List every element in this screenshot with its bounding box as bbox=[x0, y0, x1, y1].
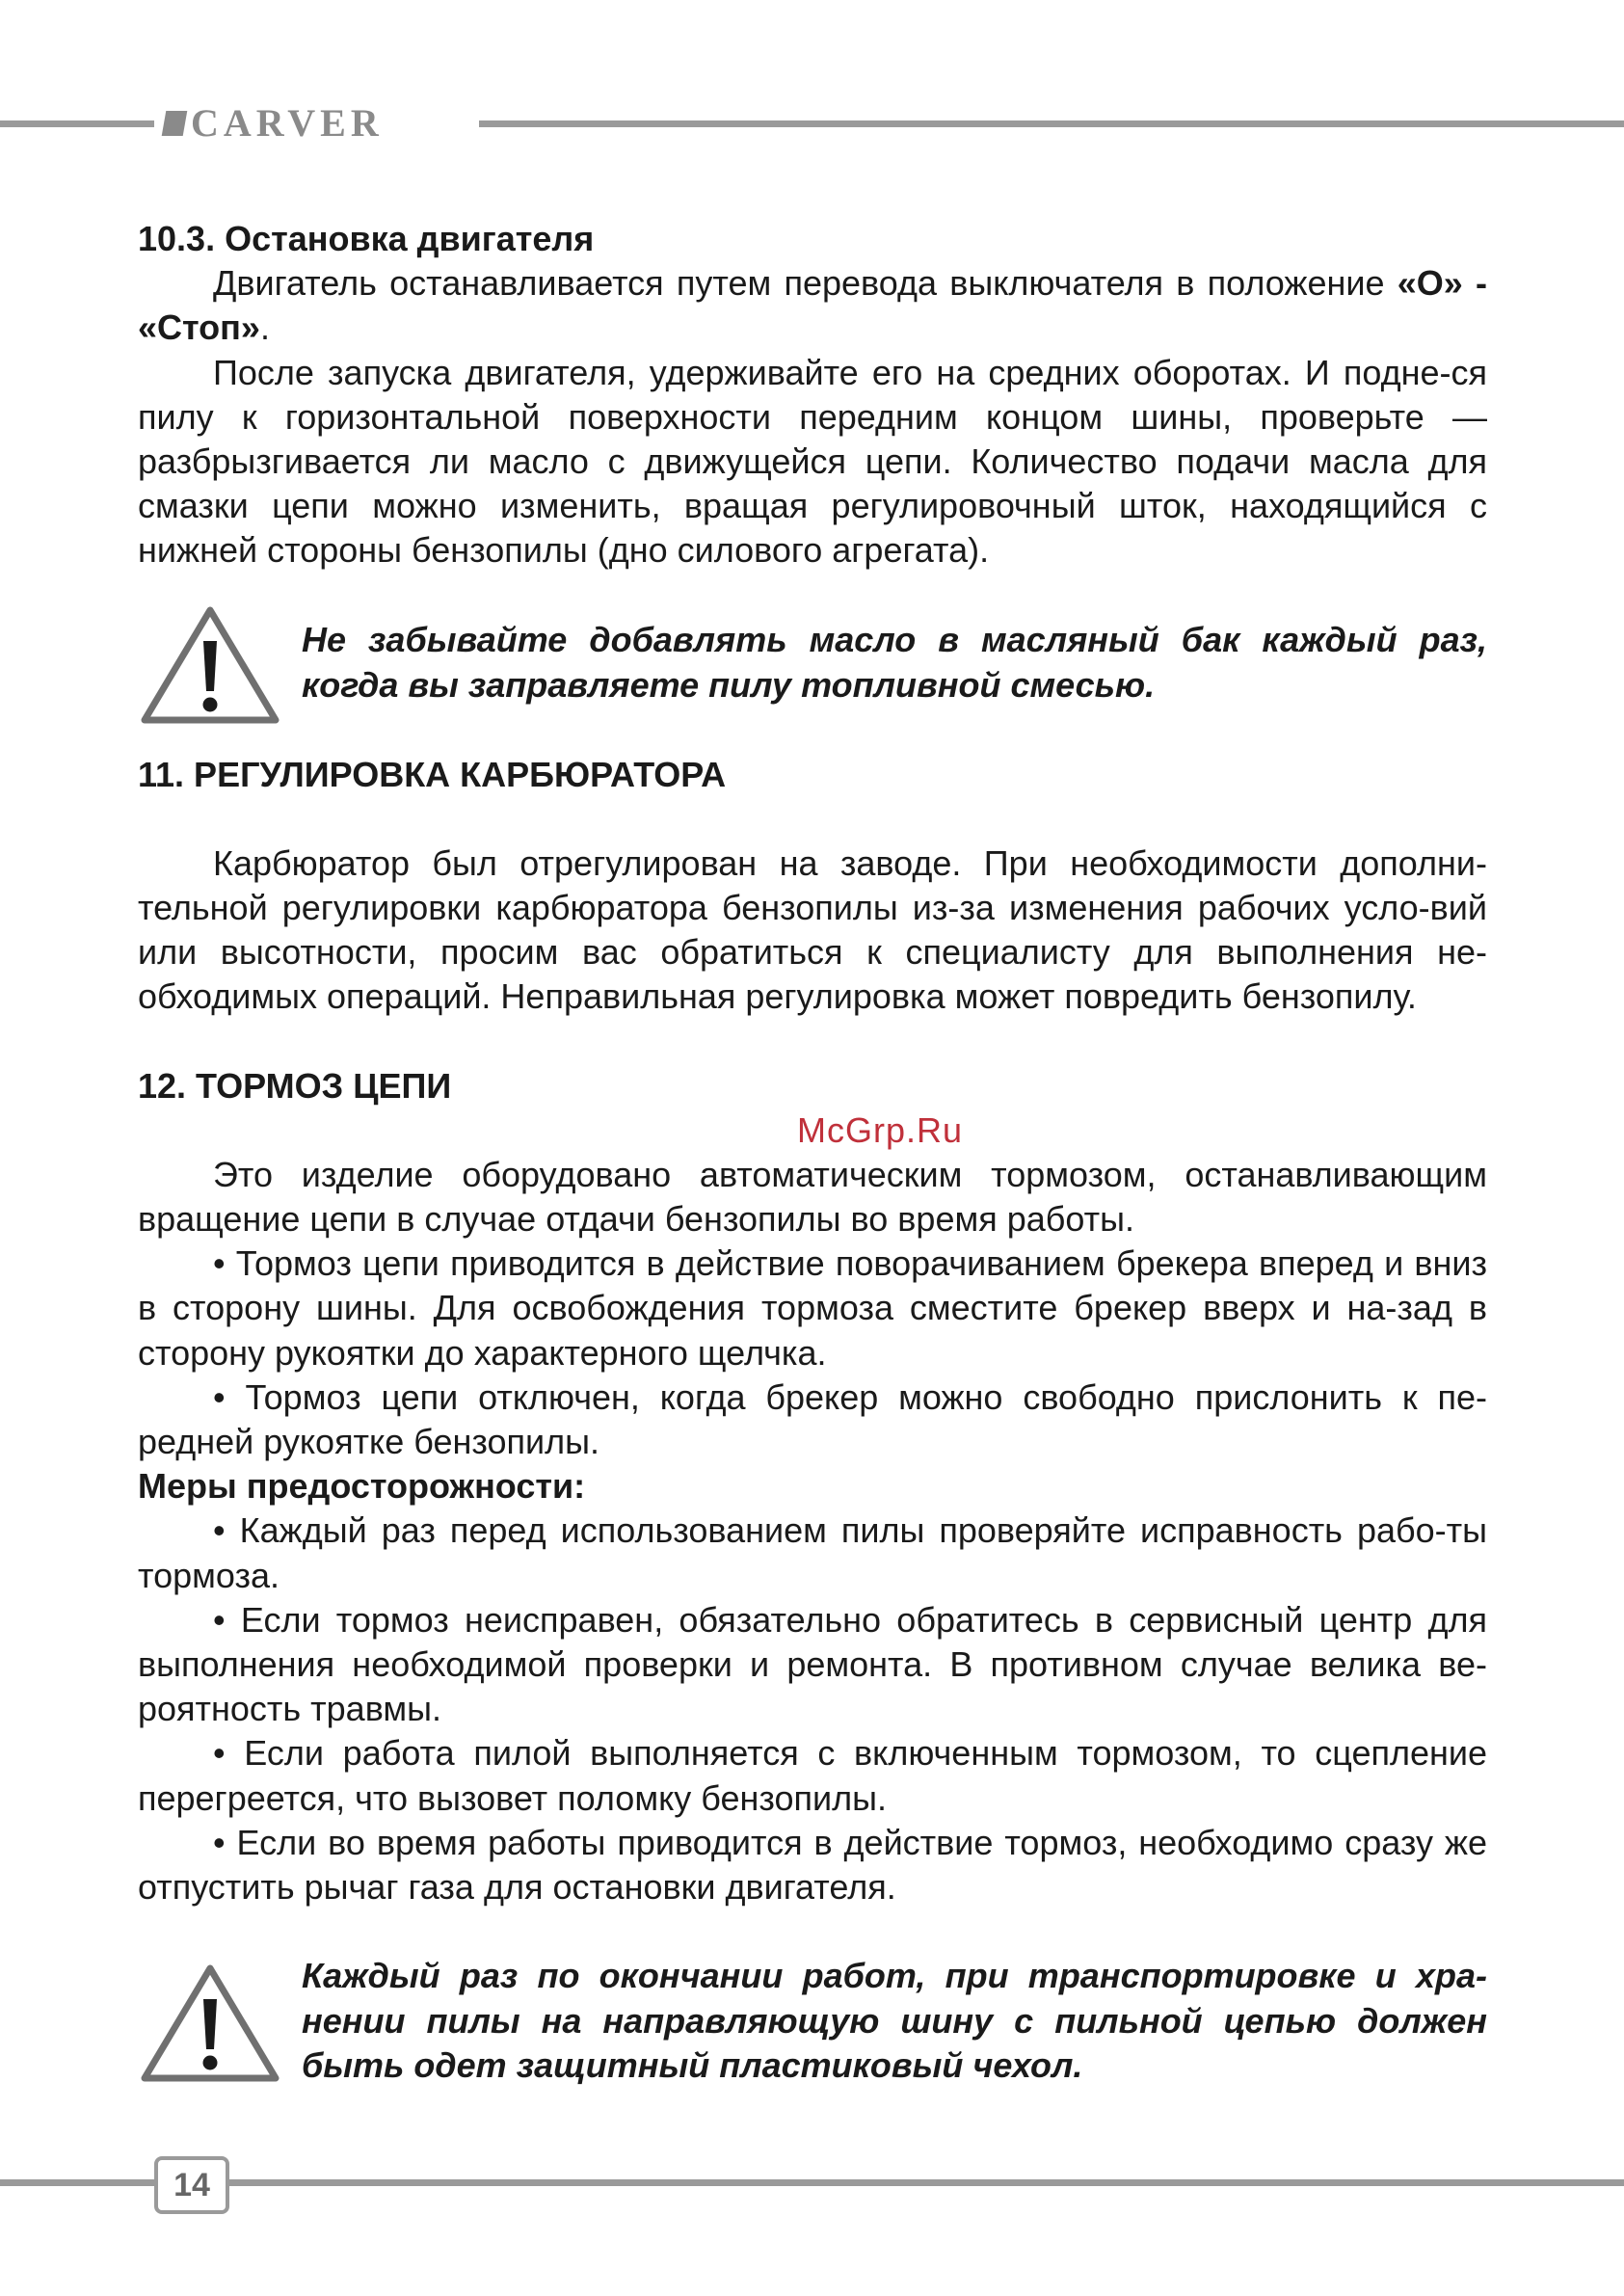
warning-text-cover: Каждый раз по окончании работ, при транспортировке и хра-нении пилы на направляющую шину с пильной цепью должен быть одет защитный пластиковый чехол. bbox=[302, 1956, 1487, 2085]
brand-logo bbox=[164, 101, 384, 145]
header-rule-right bbox=[479, 120, 1624, 127]
brand-mark-icon bbox=[162, 111, 188, 136]
section-12-paragraph-2: • Тормоз цепи приводится в действие поворачиванием брекера вперед и вниз в сторону шины. Для освобождения тормоза сместите брекер вверх и на-зад в сторону рукоятки до характерного щелчка. bbox=[138, 1243, 1487, 1373]
warning-block-cover bbox=[138, 1954, 1487, 2088]
section-11-paragraph: Карбюратор был отрегулирован на заводе. При необходимости дополни-тельной регулировки карбюратора бензопилы из-за изменения рабочих усло-вий или высотности, просим вас обратиться к специалисту для выполнения не-обходимых операций. Неправильная регулировка может повредить бензопилу. bbox=[138, 842, 1487, 1017]
section-12-paragraph-1: Это изделие оборудовано автоматическим тормозом, останавливающим вращение цепи в случае отдачи бензопилы во время работы. bbox=[138, 1154, 1487, 1240]
warning-block-oil bbox=[138, 601, 1487, 726]
section-10-3-title: 10.3. Остановка двигателя bbox=[138, 219, 595, 258]
section-10-3-paragraph-1: Двигатель останавливается путем перевода выключателя в положение «O» - «Стоп». bbox=[138, 263, 1487, 348]
section-12-paragraph-3: • Тормоз цепи отключен, когда брекер можно свободно прислонить к пе-редней рукоятке бензопилы. bbox=[138, 1376, 1487, 1462]
watermark-text: McGrp.Ru bbox=[796, 1109, 964, 1150]
page-content bbox=[138, 217, 1487, 2088]
footer-rule-left bbox=[0, 2179, 154, 2186]
warning-icon bbox=[138, 1959, 282, 2084]
page-number: 14 bbox=[154, 2156, 229, 2214]
warning-icon bbox=[138, 601, 282, 726]
precaution-item-2: • Если тормоз неисправен, обязательно обратитесь в сервисный центр для выполнения необходимой проверки и ремонта. В противном случае велика ве-роятность травмы. bbox=[138, 1599, 1487, 1729]
precaution-item-1: • Каждый раз перед использованием пилы проверяйте исправность рабо-ты тормоза. bbox=[138, 1510, 1487, 1595]
warning-text-oil: Не забывайте добавлять масло в масляный бак каждый раз, когда вы заправляете пилу топливной смесью. bbox=[302, 620, 1487, 705]
brand-name: CARVER bbox=[191, 101, 384, 145]
footer-rule-right bbox=[229, 2179, 1624, 2186]
section-11-title: 11. РЕГУЛИРОВКА КАРБЮРАТОРА bbox=[138, 754, 727, 794]
section-10-3-paragraph-2: После запуска двигателя, удерживайте его на средних оборотах. И подне-ся пилу к горизонтальной поверхности передним концом шины, проверьте — разбрызгивается ли масло с движущейся цепи. Количество подачи масла для смазки цепи можно изменить, вращая регулировочный шток, находящийся с нижней стороны бензопилы (дно силового агрегата). bbox=[138, 352, 1487, 571]
precaution-item-4: • Если во время работы приводится в действие тормоз, необходимо сразу же отпустить рычаг газа для остановки двигателя. bbox=[138, 1822, 1487, 1908]
precaution-item-3: • Если работа пилой выполняется с включенным тормозом, то сцепление перегреется, что вызовет поломку бензопилы. bbox=[138, 1733, 1487, 1818]
precautions-title: Меры предосторожности: bbox=[138, 1466, 586, 1507]
header-rule-left bbox=[0, 120, 154, 127]
section-12-title: 12. ТОРМОЗ ЦЕПИ bbox=[138, 1065, 452, 1106]
switch-position-label: «O» - «Стоп» bbox=[138, 263, 1487, 348]
